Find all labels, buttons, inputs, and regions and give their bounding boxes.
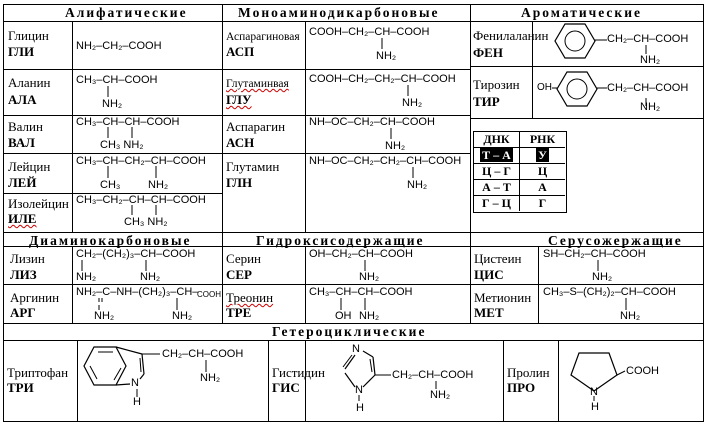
- amino-acid-name: Тирозин: [473, 77, 520, 92]
- formula-main: CH₃–CH₂–CH–CH–COOH: [76, 194, 206, 206]
- amino-acid-name: Фенилаланин: [473, 28, 549, 43]
- formula-main: CH₂–CH–COOH: [607, 82, 689, 94]
- amino-acid-abbr: ЦИС: [474, 267, 504, 282]
- ring-nitrogen: N: [352, 343, 360, 355]
- formula-sub: OH: [335, 310, 352, 322]
- amino-acid-abbr: ПРО: [507, 380, 536, 395]
- amino-acid-name: Цистеин: [474, 251, 522, 266]
- pyrrolidine-ring-icon: [565, 341, 635, 411]
- formula-sub: NH₂: [402, 97, 423, 109]
- ring-nitrogen: N: [355, 384, 363, 396]
- amino-acid-name: Лейцин: [8, 159, 51, 174]
- amino-acid-name: Глутамин: [226, 159, 280, 174]
- codon-cell: А: [538, 180, 547, 194]
- formula-main: OH–CH₂–CH–COOH: [309, 248, 413, 260]
- formula-main: CH₂–CH–COOH: [607, 33, 689, 45]
- amino-acid-name: Аланин: [8, 75, 51, 90]
- formula-sub: NH₂: [102, 98, 123, 110]
- formula-sub: NH₂: [359, 271, 380, 283]
- formula-sub: NH₂: [407, 179, 428, 191]
- amino-acid-name: Лизин: [10, 251, 45, 266]
- ring-nitrogen: N: [590, 386, 598, 398]
- formula-sub: NH₂: [385, 140, 406, 152]
- codon-cell: У: [538, 148, 547, 162]
- formula-sub: CH₃ NH₂: [100, 139, 144, 151]
- formula-main: COOH–CH₂–CH–COOH: [309, 26, 430, 38]
- header-diamino: Диаминокарбоновые: [29, 233, 192, 248]
- amino-acid-abbr: ТРИ: [7, 380, 34, 395]
- formula-prefix: OH: [537, 82, 552, 93]
- formula-sub: NH₂: [376, 50, 397, 62]
- header-sulfur: Серусожержащие: [548, 233, 683, 248]
- codon-cell: Г: [538, 196, 547, 210]
- formula-main: NH–OC–CH₂–CH₂–CH–COOH: [309, 155, 462, 167]
- amino-acid-name: Гистидин: [272, 365, 325, 380]
- formula-sub: CH₃: [100, 179, 121, 191]
- formula-sub: NH₂: [148, 179, 169, 191]
- formula-main: CH₃–CH–CH–COOH: [76, 116, 180, 128]
- ring-hydrogen: H: [591, 401, 599, 413]
- formula-sub: NH₂: [359, 310, 380, 322]
- amino-acid-name: Метионин: [474, 290, 532, 305]
- ring-hydrogen: H: [356, 402, 364, 414]
- formula-main: COOH–CH₂–CH₂–CH–COOH: [309, 73, 456, 85]
- ring-hydrogen: H: [133, 396, 141, 408]
- codon-cell: Ц: [537, 164, 548, 178]
- formula-main: CH₂–(CH₂)₃–CH–COOH: [76, 248, 196, 260]
- formula-sub: NH₂: [620, 310, 641, 322]
- formula-main: COOH: [626, 365, 659, 377]
- amino-acid-abbr: АСП: [226, 44, 255, 59]
- amino-acid-abbr: ГЛИ: [8, 44, 35, 59]
- header-aliphatic: Алифатические: [65, 5, 188, 20]
- amino-acid-name: Глицин: [8, 28, 49, 43]
- amino-acid-name: Аспарагиновая: [226, 31, 300, 43]
- codon-cell: Ц – Г: [482, 164, 511, 178]
- amino-acid-abbr: АЛА: [8, 92, 37, 107]
- amino-acid-abbr: ИЛЕ: [8, 211, 37, 226]
- amino-acid-name: Аргинин: [10, 290, 60, 305]
- amino-acid-abbr: ТИР: [473, 94, 500, 109]
- formula: NH₂–CH₂–COOH: [76, 40, 162, 52]
- codon-header-dna: ДНК: [483, 132, 510, 146]
- formula-sub: NH₂: [172, 310, 193, 322]
- formula-main: SH–CH₂–CH–COOH: [543, 248, 646, 260]
- amino-acid-name: Пролин: [507, 365, 550, 380]
- formula-sub: NH₂: [200, 372, 221, 384]
- codon-cell: Т – А: [482, 148, 511, 162]
- amino-acid-name: Серин: [226, 251, 262, 266]
- formula-sub: CH₃ NH₂: [124, 216, 168, 228]
- amino-acid-abbr: ФЕН: [473, 45, 503, 60]
- ring-nitrogen: N: [131, 377, 139, 389]
- formula-main: CH₃–CH–COOH: [76, 74, 158, 86]
- amino-acid-abbr: АСН: [226, 135, 255, 150]
- amino-acid-name: Аспарагин: [226, 119, 286, 134]
- amino-acid-abbr: ЛИЗ: [10, 267, 37, 282]
- amino-acid-abbr: ГЛН: [226, 175, 253, 190]
- formula-main: CH₂–CH–COOH: [162, 348, 244, 360]
- amino-acid-abbr: МЕТ: [474, 305, 504, 320]
- amino-acid-abbr: АРГ: [10, 305, 36, 320]
- codon-cell: Г – Ц: [482, 196, 511, 210]
- amino-acid-abbr: ТРЕ: [226, 305, 252, 320]
- formula-sub: NH₂: [640, 101, 661, 113]
- header-heterocyclic: Гетероциклические: [272, 324, 427, 339]
- amino-acid-name: Глутаминвая: [226, 78, 289, 90]
- header-hydroxy: Гидроксисодержащие: [256, 233, 425, 248]
- amino-acid-abbr: СЕР: [226, 267, 252, 282]
- codon-cell: А – Т: [482, 180, 511, 194]
- amino-acid-abbr: ГЛУ: [226, 92, 252, 107]
- formula-main: CH₃–S–(CH₂)₂–CH–COOH: [543, 286, 676, 298]
- amino-acid-abbr: ГИС: [272, 380, 300, 395]
- formula-sub: NH₂: [94, 310, 115, 322]
- header-monoamino: Моноаминодикарбоновые: [238, 5, 440, 20]
- formula-main: NH–OC–CH₂–CH–COOH: [309, 116, 435, 128]
- formula-sub: NH₂: [140, 271, 161, 283]
- formula-sub: NH₂: [76, 271, 97, 283]
- amino-acid-abbr: ВАЛ: [8, 135, 35, 150]
- formula-sub: NH₂: [592, 271, 613, 283]
- amino-acid-name: Треонин: [226, 290, 274, 305]
- amino-acid-name: Изолейцин: [8, 196, 69, 211]
- amino-acid-name: Валин: [8, 119, 43, 134]
- formula-tail: COOH: [197, 290, 221, 299]
- formula-main: NH₂–C–NH–(CH₂)₃–CH–: [76, 286, 199, 298]
- codon-header-rna: РНК: [529, 132, 556, 146]
- formula-main: CH₃–CH–CH–COOH: [309, 286, 413, 298]
- header-aromatic: Ароматические: [521, 5, 642, 20]
- amino-acid-abbr: ЛЕЙ: [8, 175, 37, 190]
- formula-main: CH₂–CH–COOH: [392, 369, 474, 381]
- formula-sub: NH₂: [640, 54, 661, 66]
- formula-sub: NH₂: [430, 389, 451, 401]
- amino-acid-name: Триптофан: [7, 365, 69, 380]
- formula-main: CH₃–CH–CH₂–CH–COOH: [76, 155, 206, 167]
